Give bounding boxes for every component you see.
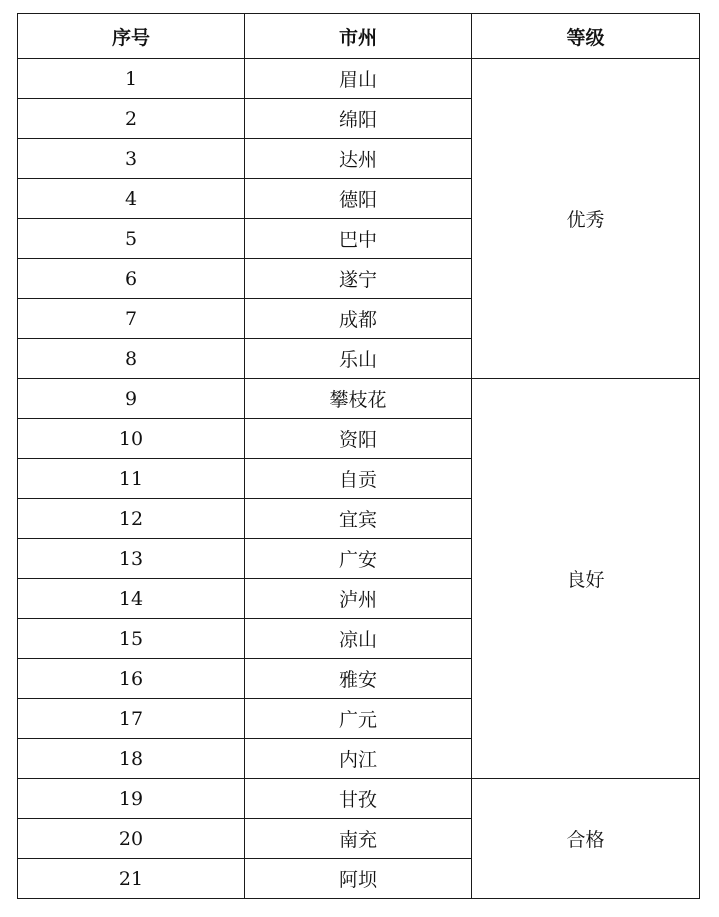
table-row bbox=[18, 779, 700, 819]
city-grade-table bbox=[17, 13, 700, 899]
header-serial: 序号 bbox=[18, 14, 245, 59]
serial-number-cell: 1 bbox=[18, 59, 245, 99]
city-cell: 凉山 bbox=[245, 619, 472, 659]
table-row bbox=[18, 59, 700, 99]
city-cell: 泸州 bbox=[245, 579, 472, 619]
serial-number-cell: 20 bbox=[18, 819, 245, 859]
city-cell: 遂宁 bbox=[245, 259, 472, 299]
grade-cell: 优秀 bbox=[472, 59, 700, 379]
serial-number-cell: 2 bbox=[18, 99, 245, 139]
header-grade: 等级 bbox=[472, 14, 700, 59]
city-cell: 甘孜 bbox=[245, 779, 472, 819]
table-body bbox=[18, 59, 700, 899]
city-cell: 南充 bbox=[245, 819, 472, 859]
city-cell: 德阳 bbox=[245, 179, 472, 219]
city-cell: 宜宾 bbox=[245, 499, 472, 539]
city-cell: 眉山 bbox=[245, 59, 472, 99]
serial-number-cell: 3 bbox=[18, 139, 245, 179]
header-row bbox=[18, 14, 700, 59]
grade-cell: 良好 bbox=[472, 379, 700, 779]
city-cell: 绵阳 bbox=[245, 99, 472, 139]
city-cell: 内江 bbox=[245, 739, 472, 779]
city-cell: 广元 bbox=[245, 699, 472, 739]
serial-number-cell: 15 bbox=[18, 619, 245, 659]
serial-number-cell: 9 bbox=[18, 379, 245, 419]
city-cell: 雅安 bbox=[245, 659, 472, 699]
serial-number-cell: 13 bbox=[18, 539, 245, 579]
serial-number-cell: 10 bbox=[18, 419, 245, 459]
serial-number-cell: 16 bbox=[18, 659, 245, 699]
city-cell: 广安 bbox=[245, 539, 472, 579]
city-cell: 阿坝 bbox=[245, 859, 472, 899]
city-cell: 资阳 bbox=[245, 419, 472, 459]
serial-number-cell: 7 bbox=[18, 299, 245, 339]
serial-number-cell: 21 bbox=[18, 859, 245, 899]
serial-number-cell: 8 bbox=[18, 339, 245, 379]
table-row bbox=[18, 379, 700, 419]
city-cell: 成都 bbox=[245, 299, 472, 339]
serial-number-cell: 17 bbox=[18, 699, 245, 739]
city-cell: 攀枝花 bbox=[245, 379, 472, 419]
serial-number-cell: 11 bbox=[18, 459, 245, 499]
serial-number-cell: 14 bbox=[18, 579, 245, 619]
serial-number-cell: 19 bbox=[18, 779, 245, 819]
serial-number-cell: 6 bbox=[18, 259, 245, 299]
city-cell: 巴中 bbox=[245, 219, 472, 259]
serial-number-cell: 4 bbox=[18, 179, 245, 219]
serial-number-cell: 12 bbox=[18, 499, 245, 539]
city-cell: 自贡 bbox=[245, 459, 472, 499]
header-city: 市州 bbox=[245, 14, 472, 59]
city-cell: 乐山 bbox=[245, 339, 472, 379]
city-cell: 达州 bbox=[245, 139, 472, 179]
serial-number-cell: 5 bbox=[18, 219, 245, 259]
grade-cell: 合格 bbox=[472, 779, 700, 899]
serial-number-cell: 18 bbox=[18, 739, 245, 779]
